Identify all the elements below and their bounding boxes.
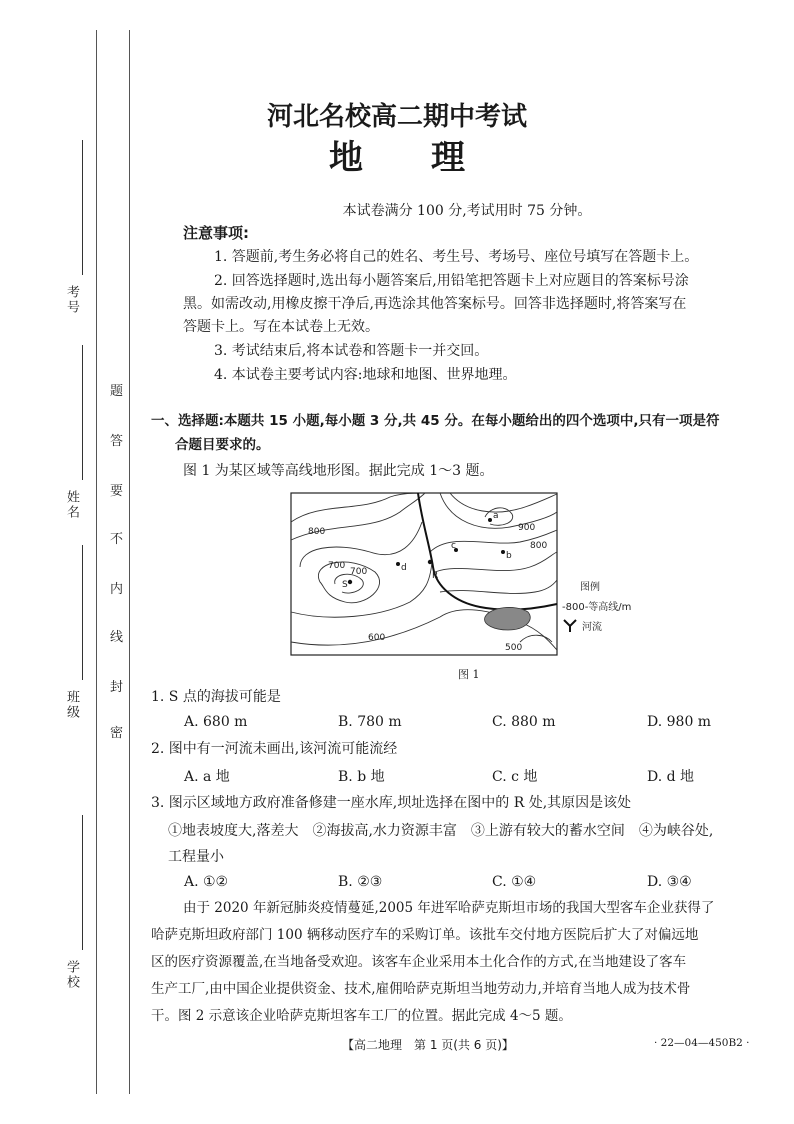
contour-label: 700 [350, 567, 368, 577]
contour-label: 700 [328, 561, 346, 571]
notice-line-6: 4. 本试卷主要考试内容:地球和地图、世界地理。 [214, 367, 517, 383]
school-underline [82, 815, 83, 950]
river-symbol-icon [564, 620, 576, 632]
seal-char-da: 答 [110, 434, 124, 449]
figure1-intro: 图 1 为某区域等高线地形图。据此完成 1～3 题。 [183, 463, 494, 479]
q3-stem: 3. 图示区域地方政府准备修建一座水库,坝址选择在图中的 R 处,其原因是该处 [151, 795, 632, 811]
contour-label: 500 [505, 643, 523, 653]
passage-line-1: 由于 2020 年新冠肺炎疫情蔓延,2005 年进军哈萨克斯坦市场的我国大型客车企业获得了 [183, 900, 715, 916]
binding-line-inner [129, 30, 130, 1094]
contour-label: 600 [368, 633, 386, 643]
contour-label: 900 [518, 523, 536, 533]
footer-code: · 22—04—450B2 · [654, 1037, 750, 1049]
point-label: c [451, 541, 456, 551]
name-underline [82, 345, 83, 480]
seal-char-ti: 题 [110, 384, 124, 399]
q1-option-d: D. 980 m [647, 714, 712, 730]
q2-stem: 2. 图中有一河流未画出,该河流可能流经 [151, 741, 398, 757]
notice-line-5: 3. 考试结束后,将本试卷和答题卡一并交回。 [214, 343, 489, 359]
legend-river: 河流 [582, 622, 602, 633]
notice-line-4: 答题卡上。写在本试卷上无效。 [183, 319, 379, 335]
footer-page-info: 【高二地理 第 1 页(共 6 页)】 [342, 1038, 514, 1052]
q2-option-d: D. d 地 [647, 769, 695, 785]
q1-option-b: B. 780 m [338, 714, 402, 730]
reservoir [485, 607, 531, 630]
figure1-caption: 图 1 [458, 668, 480, 681]
contour-label: 800 [308, 527, 326, 537]
notice-line-3: 黑。如需改动,用橡皮擦干净后,再选涂其他答案标号。回答非选择题时,将答案写在 [183, 296, 687, 312]
legend-contour: -800-等高线/m [562, 602, 632, 613]
legend-title: 图例 [580, 582, 600, 593]
contour-map [290, 492, 660, 660]
contour-label: 800 [530, 541, 548, 551]
q2-option-b: B. b 地 [338, 769, 385, 785]
passage-line-4: 生产工厂,由中国企业提供资金、技术,雇佣哈萨克斯坦当地劳动力,并培育当地人成为技术骨 [151, 981, 691, 997]
q3-option-c: C. ①④ [492, 874, 537, 890]
class-label: 班级 [64, 690, 79, 720]
map-frame [291, 493, 557, 655]
subject-title: 地 理 [329, 138, 465, 178]
exam-info: 本试卷满分 100 分,考试用时 75 分钟。 [342, 203, 592, 219]
name-label: 姓名 [64, 490, 79, 520]
point-label: d [401, 563, 407, 573]
seal-char-bu: 不 [110, 532, 124, 547]
seal-char-yao: 要 [110, 484, 124, 499]
passage-line-5: 干。图 2 示意该企业哈萨克斯坦客车工厂的位置。据此完成 4～5 题。 [151, 1008, 572, 1024]
seal-char-xian: 线 [110, 630, 124, 645]
point-label: b [506, 551, 512, 561]
q2-option-c: C. c 地 [492, 769, 538, 785]
q3-option-d: D. ③④ [647, 874, 692, 890]
class-underline [82, 545, 83, 680]
q3-choices-line-2: 工程量小 [168, 849, 224, 865]
q3-choices-line-1: ①地表坡度大,落差大 ②海拔高,水力资源丰富 ③上游有较大的蓄水空间 ④为峡谷处, [168, 823, 714, 839]
q1-option-a: A. 680 m [184, 714, 248, 730]
point-label: S [342, 580, 348, 590]
seal-char-mi: 密 [110, 726, 124, 741]
point-label: a [493, 511, 499, 521]
passage-line-3: 区的医疗资源覆盖,在当地备受欢迎。该客车企业采用本土化合作的方式,在当地建设了客车 [151, 954, 687, 970]
binding-line-outer [96, 30, 97, 1094]
exam-title: 河北名校高二期中考试 [266, 102, 527, 132]
q3-option-b: B. ②③ [338, 874, 383, 890]
notice-line-1: 1. 答题前,考生务必将自己的姓名、考生号、考场号、座位号填写在答题卡上。 [214, 249, 699, 265]
section1-line-1: 一、选择题:本题共 15 小题,每小题 3 分,共 45 分。在每小题给出的四个选项中,只有一项是符 [151, 413, 720, 429]
q1-stem: 1. S 点的海拔可能是 [151, 689, 281, 705]
school-label: 学校 [64, 960, 79, 990]
seal-char-nei: 内 [110, 582, 124, 597]
exam-number-label: 考号 [64, 285, 79, 315]
q1-option-c: C. 880 m [492, 714, 556, 730]
q3-option-a: A. ①② [184, 874, 229, 890]
seal-char-feng: 封 [110, 680, 124, 695]
notice-line-2: 2. 回答选择题时,选出每小题答案后,用铅笔把答题卡上对应题目的答案标号涂 [214, 273, 689, 289]
passage-line-2: 哈萨克斯坦政府部门 100 辆移动医疗车的采购订单。该批车交付地方医院后扩大了对偏远地 [151, 927, 699, 943]
notice-heading: 注意事项: [183, 224, 249, 242]
q2-option-a: A. a 地 [184, 769, 230, 785]
point-label: R [432, 571, 439, 581]
section1-line-2: 合题目要求的。 [175, 437, 270, 453]
